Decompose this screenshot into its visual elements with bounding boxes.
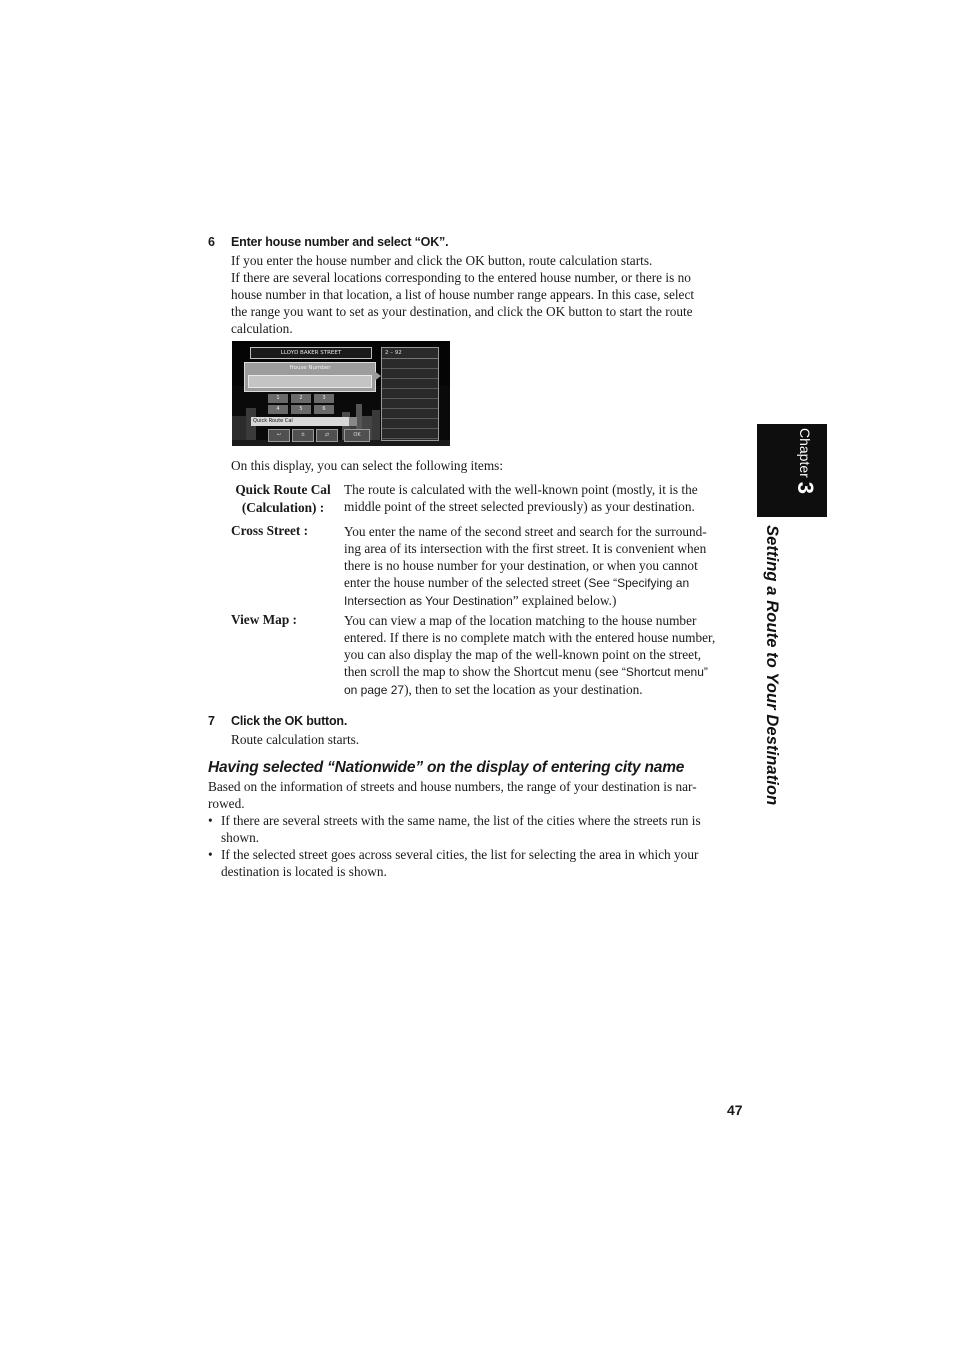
- page-reference-link[interactable]: on page 27: [344, 683, 405, 697]
- range-row: [382, 399, 438, 409]
- text-line: [344, 663, 754, 681]
- house-number-label: House Number: [289, 365, 331, 371]
- quick-route-cal-item[interactable]: Quick Route Cal: [251, 417, 349, 426]
- text-line: You can view a map of the location matching to the house number: [344, 613, 697, 628]
- desc-view-map: [344, 612, 754, 699]
- text-line: If you enter the house number and click the OK button, route calculation starts.: [231, 253, 653, 268]
- range-row: [382, 359, 438, 369]
- numeric-keypad: [268, 394, 338, 416]
- navigation-screenshot: [232, 341, 450, 446]
- bullet-icon: •: [208, 813, 213, 828]
- text-span: ” explained below.): [512, 593, 617, 608]
- key-1[interactable]: 1: [268, 394, 288, 403]
- text-line: The route is calculated with the well-known point (mostly, it is the: [344, 482, 698, 497]
- text-line: destination is located is shown.: [221, 864, 387, 879]
- term-line: Quick Route Cal: [235, 482, 331, 497]
- switch-icon[interactable]: ⇄: [316, 429, 338, 442]
- bottom-button-bar: [232, 429, 450, 442]
- text-line: middle point of the street selected previously) as your destination.: [344, 499, 695, 514]
- text-line: the range you want to set as your destination, and click the OK button to start the route: [231, 304, 693, 319]
- step-6-heading: Enter house number and select “OK”.: [231, 235, 449, 249]
- key-6[interactable]: 6: [314, 405, 334, 414]
- desc-quick-route-cal: [344, 481, 749, 515]
- term-line: (Calculation) :: [241, 500, 325, 515]
- text-span: ), then to set the location as your destination.: [404, 682, 643, 697]
- cross-reference-link[interactable]: see “Shortcut menu”: [599, 665, 708, 679]
- items-intro: On this display, you can select the following items:: [231, 458, 504, 473]
- section-paragraph: [208, 778, 753, 812]
- step-7-heading: Click the OK button.: [231, 714, 348, 728]
- house-number-panel: [244, 362, 376, 392]
- chapter-title: Setting a Route to Your Destination: [763, 525, 781, 806]
- menu-cursor: [349, 417, 357, 426]
- key-3[interactable]: 3: [314, 394, 334, 403]
- step-6-body: [231, 252, 751, 337]
- text-line: ing area of its intersection with the first street. It is convenient when: [344, 541, 707, 556]
- text-line: If there are several streets with the same name, the list of the cities where the streets run is: [221, 813, 701, 828]
- text-line: If the selected street goes across several cities, the list for selecting the area in which your: [221, 847, 699, 862]
- text-span: enter the house number of the selected street (: [344, 575, 589, 590]
- ok-button[interactable]: OK: [344, 429, 370, 442]
- chapter-tab: [757, 424, 827, 517]
- range-row: [382, 409, 438, 419]
- text-line: you can also display the map of the well-known point on the street,: [344, 647, 702, 662]
- house-number-input[interactable]: [248, 375, 372, 388]
- range-item[interactable]: 2 – 92: [382, 348, 438, 359]
- cross-reference-link[interactable]: Intersection as Your Destination: [344, 594, 513, 608]
- key-4[interactable]: 4: [268, 405, 288, 414]
- key-5[interactable]: 5: [291, 405, 311, 414]
- step-7-body: Route calculation starts.: [231, 732, 360, 747]
- text-line: You enter the name of the second street and search for the surround-: [344, 524, 707, 539]
- text-line: [344, 592, 754, 610]
- symbols-icon[interactable]: ±: [292, 429, 314, 442]
- desc-cross-street: [344, 523, 754, 610]
- chapter-label: [792, 428, 818, 494]
- range-row: [382, 389, 438, 399]
- bullet-icon: •: [208, 847, 213, 862]
- step-6-number: 6: [208, 235, 215, 249]
- house-number-range-list[interactable]: [381, 347, 439, 441]
- text-line: [344, 574, 754, 592]
- text-span: then scroll the map to show the Shortcut menu (: [344, 664, 600, 679]
- section-bullet-list: [208, 812, 753, 880]
- panel-pointer-icon: [373, 370, 381, 382]
- page-number: 47: [727, 1102, 743, 1118]
- range-row: [382, 369, 438, 379]
- key-2[interactable]: 2: [291, 394, 311, 403]
- text-line: house number in that location, a list of house number range appears. In this case, select: [231, 287, 695, 302]
- text-line: Based on the information of streets and house numbers, the range of your destination is nar-: [208, 779, 697, 794]
- text-line: If there are several locations corresponding to the entered house number, or there is no: [231, 270, 691, 285]
- term-cross-street: Cross Street :: [231, 523, 309, 538]
- text-line: [344, 681, 754, 699]
- street-name-bar: LLOYD BAKER STREET: [250, 347, 372, 359]
- text-line: there is no house number for your destination, or when you cannot: [344, 558, 698, 573]
- text-line: entered. If there is no complete match with the entered house number,: [344, 630, 716, 645]
- section-heading: Having selected “Nationwide” on the display of entering city name: [208, 759, 685, 776]
- term-view-map: View Map :: [231, 612, 297, 627]
- step-7-number: 7: [208, 714, 215, 728]
- text-line: calculation.: [231, 321, 293, 336]
- term-quick-route-cal: [231, 481, 335, 517]
- text-line: rowed.: [208, 796, 245, 811]
- chapter-number: 3: [793, 481, 818, 494]
- back-icon[interactable]: ↩: [268, 429, 290, 442]
- range-row: [382, 379, 438, 389]
- chapter-word: Chapter: [797, 428, 813, 478]
- list-item: [208, 812, 753, 846]
- cross-reference-link[interactable]: See “Specifying an: [588, 576, 690, 590]
- list-item: [208, 846, 753, 880]
- range-row: [382, 419, 438, 429]
- text-line: shown.: [221, 830, 260, 845]
